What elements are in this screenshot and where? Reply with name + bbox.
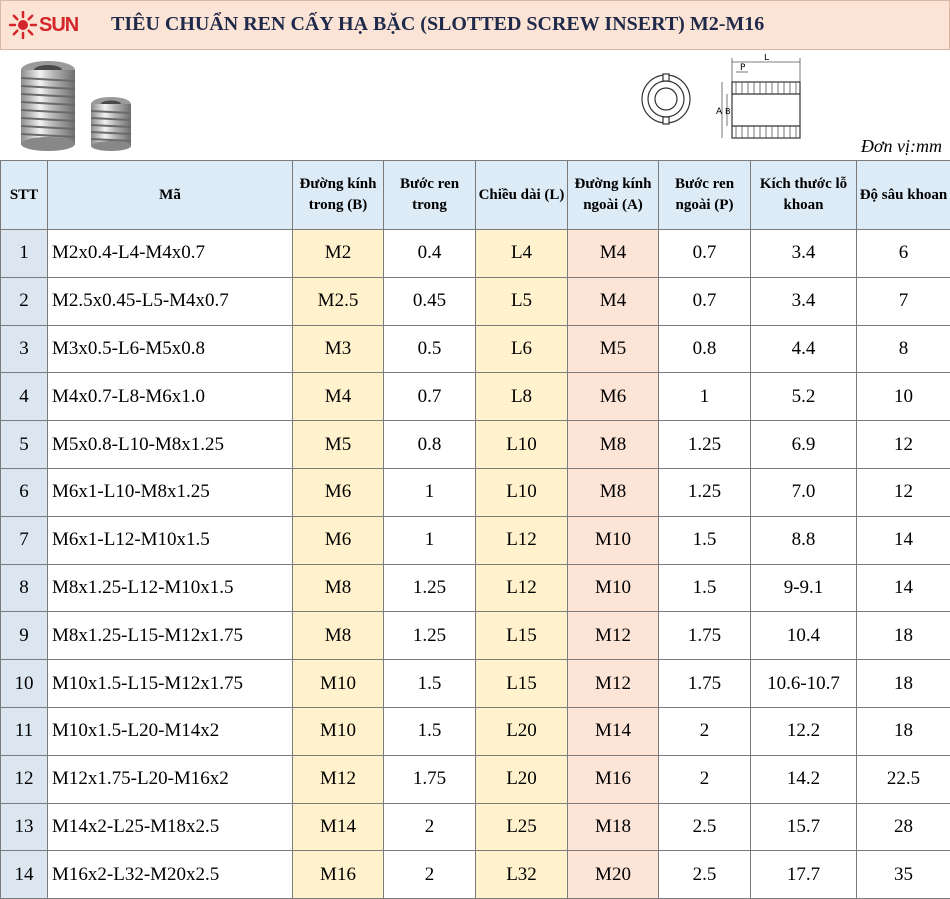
cell-inner-diameter: M10 <box>293 660 384 708</box>
cell-inner-pitch: 1 <box>384 516 476 564</box>
table-row <box>1 277 950 325</box>
cell-outer-pitch: 0.8 <box>659 325 751 373</box>
cell-inner-diameter: M16 <box>293 851 384 899</box>
cell-drill-depth: 18 <box>857 707 950 755</box>
cell-code: M6x1-L10-M8x1.25 <box>48 468 293 516</box>
cell-drill-size: 4.4 <box>751 325 857 373</box>
cell-stt: 7 <box>1 516 48 564</box>
table-row <box>1 803 950 851</box>
cell-drill-depth: 6 <box>857 230 950 278</box>
table-row <box>1 612 950 660</box>
cell-outer-pitch: 1.75 <box>659 660 751 708</box>
cell-inner-pitch: 2 <box>384 851 476 899</box>
cell-drill-size: 10.4 <box>751 612 857 660</box>
table-row <box>1 851 950 899</box>
cell-length: L25 <box>476 803 568 851</box>
cell-outer-diameter: M6 <box>568 373 659 421</box>
cell-drill-depth: 12 <box>857 468 950 516</box>
cell-stt: 1 <box>1 230 48 278</box>
cell-drill-depth: 35 <box>857 851 950 899</box>
cell-drill-size: 8.8 <box>751 516 857 564</box>
cell-drill-size: 10.6-10.7 <box>751 660 857 708</box>
cell-stt: 14 <box>1 851 48 899</box>
title-bar <box>0 0 950 50</box>
dim-label-a: A <box>716 107 723 117</box>
table-row <box>1 660 950 708</box>
cell-inner-diameter: M14 <box>293 803 384 851</box>
cell-length: L12 <box>476 516 568 564</box>
column-header-drill-size: Kích thước lỗ khoan <box>751 161 857 230</box>
cell-inner-pitch: 0.4 <box>384 230 476 278</box>
cell-length: L6 <box>476 325 568 373</box>
cell-length: L10 <box>476 421 568 469</box>
cell-inner-pitch: 0.45 <box>384 277 476 325</box>
cell-stt: 11 <box>1 707 48 755</box>
page-title: TIÊU CHUẨN REN CẤY HẠ BẶC (SLOTTED SCREW INSERT) M2-M16 <box>111 13 765 35</box>
cell-outer-diameter: M14 <box>568 707 659 755</box>
cell-outer-pitch: 1.25 <box>659 468 751 516</box>
cell-outer-diameter: M18 <box>568 803 659 851</box>
cell-outer-diameter: M5 <box>568 325 659 373</box>
cell-inner-diameter: M6 <box>293 516 384 564</box>
cell-outer-pitch: 0.7 <box>659 277 751 325</box>
cell-drill-size: 9-9.1 <box>751 564 857 612</box>
cell-stt: 6 <box>1 468 48 516</box>
cell-outer-pitch: 0.7 <box>659 230 751 278</box>
table-row <box>1 707 950 755</box>
cell-length: L5 <box>476 277 568 325</box>
cell-outer-diameter: M8 <box>568 468 659 516</box>
cell-code: M10x1.5-L15-M12x1.75 <box>48 660 293 708</box>
cell-code: M6x1-L12-M10x1.5 <box>48 516 293 564</box>
cell-length: L10 <box>476 468 568 516</box>
cell-inner-diameter: M12 <box>293 755 384 803</box>
technical-drawing <box>636 54 816 144</box>
cell-code: M16x2-L32-M20x2.5 <box>48 851 293 899</box>
cell-inner-diameter: M8 <box>293 612 384 660</box>
cell-stt: 3 <box>1 325 48 373</box>
cell-drill-depth: 14 <box>857 564 950 612</box>
cell-stt: 9 <box>1 612 48 660</box>
cell-length: L15 <box>476 612 568 660</box>
cell-drill-size: 7.0 <box>751 468 857 516</box>
cell-drill-size: 14.2 <box>751 755 857 803</box>
cell-drill-depth: 22.5 <box>857 755 950 803</box>
cell-outer-diameter: M8 <box>568 421 659 469</box>
cell-drill-size: 6.9 <box>751 421 857 469</box>
cell-inner-diameter: M2.5 <box>293 277 384 325</box>
product-images <box>0 50 950 160</box>
cell-code: M2x0.4-L4-M4x0.7 <box>48 230 293 278</box>
cell-outer-pitch: 1 <box>659 373 751 421</box>
cell-inner-pitch: 2 <box>384 803 476 851</box>
cell-code: M12x1.75-L20-M16x2 <box>48 755 293 803</box>
unit-note: Đơn vị:mm <box>860 136 942 156</box>
table-row <box>1 325 950 373</box>
cell-outer-pitch: 1.25 <box>659 421 751 469</box>
column-header-inner-diameter: Đường kính trong (B) <box>293 161 384 230</box>
cell-length: L20 <box>476 755 568 803</box>
cell-inner-pitch: 1 <box>384 468 476 516</box>
column-header-stt: STT <box>1 161 48 230</box>
cell-drill-size: 15.7 <box>751 803 857 851</box>
cell-outer-diameter: M10 <box>568 564 659 612</box>
cell-stt: 8 <box>1 564 48 612</box>
cell-length: L8 <box>476 373 568 421</box>
cell-drill-depth: 7 <box>857 277 950 325</box>
cell-code: M4x0.7-L8-M6x1.0 <box>48 373 293 421</box>
cell-drill-size: 3.4 <box>751 230 857 278</box>
cell-drill-size: 17.7 <box>751 851 857 899</box>
cell-code: M5x0.8-L10-M8x1.25 <box>48 421 293 469</box>
cell-inner-diameter: M4 <box>293 373 384 421</box>
cell-outer-pitch: 1.5 <box>659 516 751 564</box>
column-header-outer-diameter: Đường kính ngoài (A) <box>568 161 659 230</box>
cell-length: L15 <box>476 660 568 708</box>
cell-inner-diameter: M5 <box>293 421 384 469</box>
cell-stt: 12 <box>1 755 48 803</box>
cell-stt: 13 <box>1 803 48 851</box>
cell-length: L32 <box>476 851 568 899</box>
cell-outer-pitch: 2 <box>659 707 751 755</box>
cell-stt: 10 <box>1 660 48 708</box>
cell-drill-depth: 10 <box>857 373 950 421</box>
cell-inner-diameter: M8 <box>293 564 384 612</box>
cell-drill-size: 5.2 <box>751 373 857 421</box>
cell-code: M2.5x0.45-L5-M4x0.7 <box>48 277 293 325</box>
cell-inner-pitch: 1.75 <box>384 755 476 803</box>
cell-code: M10x1.5-L20-M14x2 <box>48 707 293 755</box>
cell-drill-depth: 12 <box>857 421 950 469</box>
cell-inner-diameter: M6 <box>293 468 384 516</box>
cell-drill-depth: 8 <box>857 325 950 373</box>
dim-label-b: B <box>725 107 731 116</box>
table-row <box>1 516 950 564</box>
cell-drill-depth: 18 <box>857 660 950 708</box>
logo-text: SUN <box>39 14 79 36</box>
cell-outer-diameter: M20 <box>568 851 659 899</box>
cell-outer-diameter: M12 <box>568 660 659 708</box>
cell-outer-pitch: 2.5 <box>659 803 751 851</box>
cell-outer-diameter: M10 <box>568 516 659 564</box>
cell-outer-diameter: M4 <box>568 277 659 325</box>
cell-code: M8x1.25-L15-M12x1.75 <box>48 612 293 660</box>
dim-label-l: L <box>764 54 770 63</box>
cell-inner-pitch: 0.7 <box>384 373 476 421</box>
table-row <box>1 564 950 612</box>
cell-inner-pitch: 1.25 <box>384 612 476 660</box>
sun-logo <box>9 11 79 39</box>
cell-code: M8x1.25-L12-M10x1.5 <box>48 564 293 612</box>
cell-outer-pitch: 2.5 <box>659 851 751 899</box>
cell-stt: 5 <box>1 421 48 469</box>
table-row <box>1 755 950 803</box>
cell-inner-pitch: 0.5 <box>384 325 476 373</box>
spec-table <box>0 160 950 899</box>
cell-drill-size: 12.2 <box>751 707 857 755</box>
table-row <box>1 421 950 469</box>
dim-label-p: P <box>740 63 746 73</box>
cell-outer-diameter: M12 <box>568 612 659 660</box>
cell-length: L12 <box>476 564 568 612</box>
cell-outer-pitch: 2 <box>659 755 751 803</box>
cell-code: M3x0.5-L6-M5x0.8 <box>48 325 293 373</box>
cell-inner-pitch: 1.5 <box>384 660 476 708</box>
cell-inner-diameter: M10 <box>293 707 384 755</box>
cell-inner-pitch: 1.25 <box>384 564 476 612</box>
cell-drill-depth: 18 <box>857 612 950 660</box>
cell-outer-pitch: 1.75 <box>659 612 751 660</box>
cell-code: M14x2-L25-M18x2.5 <box>48 803 293 851</box>
column-header-drill-depth: Độ sâu khoan <box>857 161 950 230</box>
table-row <box>1 230 950 278</box>
cell-inner-diameter: M3 <box>293 325 384 373</box>
column-header-code: Mã <box>48 161 293 230</box>
column-header-length: Chiều dài (L) <box>476 161 568 230</box>
cell-drill-depth: 28 <box>857 803 950 851</box>
cell-drill-depth: 14 <box>857 516 950 564</box>
column-header-inner-pitch: Bước ren trong <box>384 161 476 230</box>
column-header-outer-pitch: Bước ren ngoài (P) <box>659 161 751 230</box>
table-header-row <box>1 161 950 230</box>
cell-outer-pitch: 1.5 <box>659 564 751 612</box>
cell-stt: 2 <box>1 277 48 325</box>
sun-icon <box>9 11 37 39</box>
cell-length: L4 <box>476 230 568 278</box>
table-row <box>1 373 950 421</box>
cell-length: L20 <box>476 707 568 755</box>
cell-stt: 4 <box>1 373 48 421</box>
cell-outer-diameter: M16 <box>568 755 659 803</box>
table-row <box>1 468 950 516</box>
cell-inner-pitch: 0.8 <box>384 421 476 469</box>
cell-outer-diameter: M4 <box>568 230 659 278</box>
insert-photo <box>14 56 144 156</box>
cell-inner-pitch: 1.5 <box>384 707 476 755</box>
cell-drill-size: 3.4 <box>751 277 857 325</box>
cell-inner-diameter: M2 <box>293 230 384 278</box>
